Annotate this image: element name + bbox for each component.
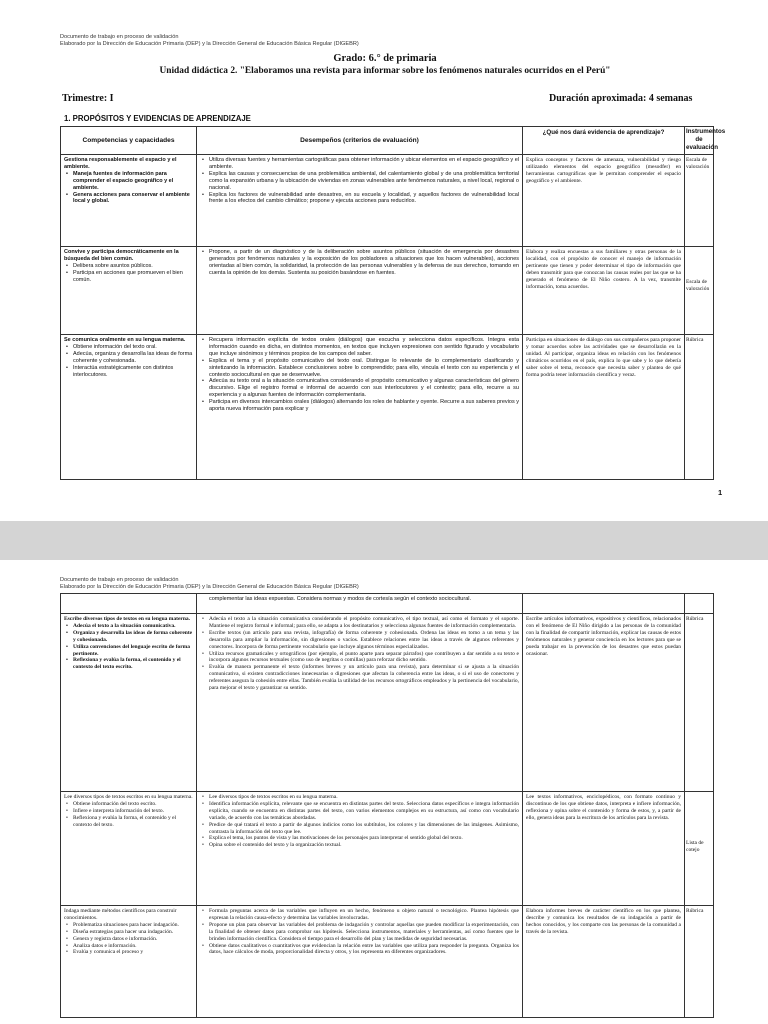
competencia-cell bbox=[61, 335, 197, 480]
capacidad-item: • Diseña estrategias para hacer una indagación. bbox=[73, 929, 193, 936]
purposes-table-page-2 bbox=[60, 593, 714, 1018]
header-line-2: Elaborado por la Dirección de Educación Primaria (DEP) y la Dirección General de Educación Básica Regular (DIGEBR) bbox=[60, 584, 359, 590]
desempeno-item: • Explica el tema y el propósito comunicativo del texto oral. Distingue lo relevante de lo complementario clasificando y sintetizando la información. Establece conclusiones sobre lo comprendido; para ello, vincula el texto con su experiencia y el contexto sociocultural en que se desenvuelve. bbox=[209, 358, 519, 379]
desempeno-item: • Adecúa el texto a la situación comunicativa considerando el propósito comunicativo, el tipo textual, así como el formato y el soporte. Mantiene el registro formal e informal; para ello, se adapta a los destinatarios y selecciona algunas fuentes de información complementaria. bbox=[209, 616, 519, 630]
header-line-1: Documento de trabajo en proceso de validación bbox=[60, 577, 179, 583]
desempenos-cell bbox=[197, 155, 523, 247]
page-number: 1 bbox=[718, 488, 723, 497]
competencia-title: Escribe diversos tipos de textos en su lengua materna. bbox=[64, 616, 191, 622]
capacidad-item: • Genera y registra datos e información. bbox=[73, 936, 193, 943]
capacidad-item: • Maneja fuentes de información para comprender el espacio geográfico y el ambiente. bbox=[73, 171, 193, 192]
capacidad-item: • Utiliza convenciones del lenguaje escrito de forma pertinente. bbox=[73, 644, 193, 658]
capacidad-item: • Reflexiona y evalúa la forma, el contenido y el contexto del texto escrito. bbox=[73, 657, 193, 671]
competencia-cell bbox=[61, 155, 197, 247]
instrumento-cell: Escala de valoración bbox=[685, 247, 714, 335]
table-row bbox=[61, 335, 714, 480]
desempeno-item: • Utiliza recursos gramaticales y ortográficos (por ejemplo, el punto aparte para separar párrafos) que contribuyen a dar sentido a su texto e incorpora algunos recursos textuales (como uso de negritas o comillas) para reforzar dicho sentido. bbox=[209, 651, 519, 665]
evidencia-cell: Participa en situaciones de diálogo con sus compañeros para proponer y tomar acuerdos sobre las actividades que se desarrollarán en la unidad. Al participar, organiza ideas en relación con los fenómenos climáticos ocurridos en el país, explica lo que sabe y lo que debería saber sobre el tema, reconoce que necesita saber y plantea de qué forma podría tener información científica y veraz. bbox=[523, 335, 685, 480]
desempeno-item: • Opina sobre el contenido del texto y la organización textual. bbox=[209, 842, 519, 849]
desempenos-cell bbox=[197, 792, 523, 906]
desempeno-continuation: complementar las ideas expuestas. Considera normas y modos de cortesía según el contexto sociocultural. bbox=[197, 594, 523, 614]
col-header-competencias: Competencias y capacidades bbox=[61, 127, 197, 155]
trimestre: Trimestre: I bbox=[62, 93, 114, 104]
desempeno-item: • Utiliza diversas fuentes y herramientas cartográficas para obtener información y ubicar elementos en el espacio geográfico y el ambiente. bbox=[209, 157, 519, 171]
instrumento-cell: Rúbrica bbox=[685, 906, 714, 1018]
table-row bbox=[61, 792, 714, 906]
unit-title: Unidad didáctica 2. "Elaboramos una revista para informar sobre los fenómenos naturales ocurridos en el Perú" bbox=[159, 66, 611, 76]
desempeno-item: • Explica las causas y consecuencias de una problemática ambiental, del calentamiento global y de una problemática territorial como la expansión urbana y la ubicación de viviendas en zonas vulnerables ante fenómenos naturales, a nivel local, regional o nacional. bbox=[209, 171, 519, 192]
capacidad-item: • Organiza y desarrolla las ideas de forma coherente y cohesionada. bbox=[73, 630, 193, 644]
desempeno-item: • Adecúa su texto oral a la situación comunicativa considerando el propósito comunicativo y algunas características del género discursivo. Elige el registro formal e informal de acuerdo con sus interlocutores y el contexto; para ello, recurre a su experiencia y a algunas fuentes de información complementaria. bbox=[209, 378, 519, 399]
capacidad-item: • Problematiza situaciones para hacer indagación. bbox=[73, 922, 193, 929]
capacidad-item: • Obtiene información del texto escrito. bbox=[73, 801, 193, 808]
competencia-cell bbox=[61, 247, 197, 335]
evidencia-cell: Explica conceptos y factores de amenaza, vulnerabilidad y riesgo utilizando elementos del espacio geográfico (mesodfer) en herramientas cartográficas que le permitan comprender el espacio geográfico y el ambiente. bbox=[523, 155, 685, 247]
table-row bbox=[61, 906, 714, 1018]
capacidad-item: • Obtiene información del texto oral. bbox=[73, 344, 193, 351]
instrumento-cell: Rúbrica bbox=[685, 335, 714, 480]
instrumento-cell: Rúbrica bbox=[685, 614, 714, 792]
evidencia-cell: Escribe artículos informativos, expositivos y científicos, relacionados con el fenómeno de El Niño dirigido a las personas de la comunidad con la finalidad de compartir información, explicar las causas de estos fenómenos naturales y generar conciencia en los lectores para que se pueda trabajar en la prevención de los desastres que estos puedan ocasionar. bbox=[523, 614, 685, 792]
desempeno-item: • Escribe textos (un artículo para una revista, infografía) de forma coherente y cohesionada. Ordena las ideas en torno a un tema y las desarrolla para ampliar la información, sin digresiones o vacíos. Establece relaciones entre las ideas a través de algunos referentes y conectores. Incorpora de forma pertinente vocabulario que incluye algunos términos especializados. bbox=[209, 630, 519, 651]
desempenos-cell bbox=[197, 614, 523, 792]
evidencia-cell: Elabora informes breves de carácter científico en los que plantea, describe y comunica los resultados de su indagación a partir de hechos conocidos, y los comparte con las personas de la comunidad a través de la revista. bbox=[523, 906, 685, 1018]
desempeno-item: • Propone, a partir de un diagnóstico y de la deliberación sobre asuntos públicos (situación de emergencia por desastres generados por fenómenos naturales y la exposición de los pobladores a situaciones que los hacen vulnerables), acciones orientadas al bien común, la solidaridad, la protección de las personas vulnerables y la defensa de sus derechos, tomando en cuenta la opinión de los demás. Sustenta su posición basándose en fuentes. bbox=[209, 249, 519, 277]
instrumento-cell: Escala de valoración bbox=[685, 155, 714, 247]
competencia-cell bbox=[61, 792, 197, 906]
desempenos-cell bbox=[197, 335, 523, 480]
capacidad-item: • Analiza datos e información. bbox=[73, 943, 193, 950]
competencia-title: Se comunica oralmente en su lengua materna. bbox=[64, 337, 186, 343]
capacidad-item: • Participa en acciones que promueven el bien común. bbox=[73, 270, 193, 284]
grade-title: Grado: 6.° de primaria bbox=[333, 53, 437, 64]
competencia-title: Indaga mediante métodos científicos para construir conocimientos. bbox=[64, 908, 177, 921]
instrumento-cell: Lista de cotejo bbox=[685, 792, 714, 906]
desempeno-item: • Explica el tema, los puntos de vista y las motivaciones de los personajes para interpretar el sentido global del texto. bbox=[209, 835, 519, 842]
competencia-title: Convive y participa democráticamente en la búsqueda del bien común. bbox=[64, 249, 179, 262]
desempenos-cell bbox=[197, 906, 523, 1018]
header-line-1: Documento de trabajo en proceso de validación bbox=[60, 34, 179, 40]
evidencia-cell: Elabora y realiza encuestas a sus familiares y otras personas de la localidad, con el propósito de conocer el manejo de información pertinente que tienen y poder determinar el tipo de información que deben transmitir para que conozcan las causas reales por las que se ha generado el fenómeno de El Niño costero. A la vez, transmite información, toma acuerdos. bbox=[523, 247, 685, 335]
capacidad-item: • Genera acciones para conservar el ambiente local y global. bbox=[73, 192, 193, 206]
col-header-instrumento: Instrumentos de evaluación bbox=[685, 127, 714, 155]
desempeno-item: • Formula preguntas acerca de las variables que influyen en un hecho, fenómeno u objeto natural o tecnológico. Plantea hipótesis que expresan la relación causa-efecto y determina las variables involucradas. bbox=[209, 908, 519, 922]
competencia-title: Lee diversos tipos de textos escritos en su lengua materna. bbox=[64, 794, 193, 800]
capacidad-item: • Reflexiona y evalúa la forma, el contenido y el contexto del texto. bbox=[73, 815, 193, 829]
desempeno-item: • Predice de qué tratará el texto a partir de algunos indicios como los subtítulos, los colores y las dimensiones de las imágenes. Asimismo, contrasta la información del texto que lee. bbox=[209, 822, 519, 836]
competencia-cell bbox=[61, 906, 197, 1018]
desempeno-item: • Evalúa de manera permanente el texto (informes breves y un artículo para una revista), para determinar si se ajusta a la situación comunicativa, si existen contradicciones innecesarias o digresiones que afectan la coherencia entre las ideas, o si el uso de conectores y referentes asegura la cohesión entre ellas. También evalúa la utilidad de los recursos ortográficos empleados y la pertinencia del vocabulario, para mejorar el texto y garantizar su sentido. bbox=[209, 664, 519, 692]
capacidad-item: • Adecúa, organiza y desarrolla las ideas de forma coherente y cohesionada. bbox=[73, 351, 193, 365]
table-row bbox=[61, 614, 714, 792]
table-row bbox=[61, 594, 714, 614]
col-header-desempenos: Desempeños (criterios de evaluación) bbox=[197, 127, 523, 155]
desempeno-item: • Explica los factores de vulnerabilidad ante desastres, en su escuela y localidad, y aquellos factores de vulnerabilidad local frente a los efectos del cambio climático; propone y ejecuta acciones para reducirlos. bbox=[209, 192, 519, 206]
purposes-table-page-1 bbox=[60, 126, 726, 480]
col-header-evidencia: ¿Qué nos dará evidencia de aprendizaje? bbox=[523, 127, 685, 155]
capacidad-item: • Evalúa y comunica el proceso y bbox=[73, 949, 193, 956]
document-page-2 bbox=[0, 560, 768, 1024]
desempeno-item: • Obtiene datos cualitativos o cuantitativos que evidencian la relación entre las variables que utiliza para responder la pregunta. Organiza los datos, hace cálculos de moda, proporcionalidad directa y otros, y los representa en diferentes organizadores. bbox=[209, 943, 519, 957]
capacidad-item: • Delibera sobre asuntos públicos. bbox=[73, 263, 193, 270]
table-row bbox=[61, 155, 714, 247]
desempenos-cell bbox=[197, 247, 523, 335]
capacidad-item: • Adecúa el texto a la situación comunicativa. bbox=[73, 623, 193, 630]
competencia-title: Gestiona responsablemente el espacio y el ambiente. bbox=[64, 157, 177, 170]
header-line-2: Elaborado por la Dirección de Educación Primaria (DEP) y la Dirección General de Educación Básica Regular (DIGEBR) bbox=[60, 41, 359, 47]
desempeno-item: • Identifica información explícita, relevante que se encuentra en distintas partes del texto. Selecciona datos específicos e integra información explícita, cuando se encuentra en distintas partes del texto, con varios elementos complejos en su estructura, así como con vocabulario variado, de acuerdo con las temáticas abordadas. bbox=[209, 801, 519, 822]
section-title: 1. PROPÓSITOS Y EVIDENCIAS DE APRENDIZAJE bbox=[64, 114, 251, 123]
table-row bbox=[61, 247, 714, 335]
desempeno-item: • Propone un plan para observar las variables del problema de indagación y controlar aquellas que pueden modificar la experimentación, con la finalidad de obtener datos para comprobar sus hipótesis. Selecciona instrumentos, materiales y herramientas, así como fuentes que le brinden información científica. Considera el tiempo para el desarrollo del plan y las medidas de seguridad necesarias. bbox=[209, 922, 519, 943]
capacidad-item: • Infiere e interpreta información del texto. bbox=[73, 808, 193, 815]
desempeno-item: • Recupera información explícita de textos orales (diálogos) que escucha y selecciona datos específicos. Integra esta información cuando es dicha, en distintos momentos, en textos que incluyen expresiones con sentido figurado y vocabulario que incluye sinónimos y términos propios de los campos del saber. bbox=[209, 337, 519, 358]
duracion: Duración aproximada: 4 semanas bbox=[549, 93, 693, 104]
capacidad-item: • Interactúa estratégicamente con distintos interlocutores. bbox=[73, 365, 193, 379]
competencia-cell bbox=[61, 614, 197, 792]
evidencia-cell: Lee textos informativos, enciclopédicos, con formato continuo y discontinuo de los que obtiene datos, interpreta e infiere información, reflexiona y opina sobre el contenido y forma de estos, y, a partir de ello, genera ideas para la escritura de los artículos para la revista. bbox=[523, 792, 685, 906]
desempeno-item: • Participa en diversos intercambios orales (diálogos) alternando los roles de hablante y oyente. Recurre a sus saberes previos y aporta nueva información para explicar y bbox=[209, 399, 519, 413]
desempeno-item: • Lee diversos tipos de textos escritos en su lengua materna. bbox=[209, 794, 519, 801]
